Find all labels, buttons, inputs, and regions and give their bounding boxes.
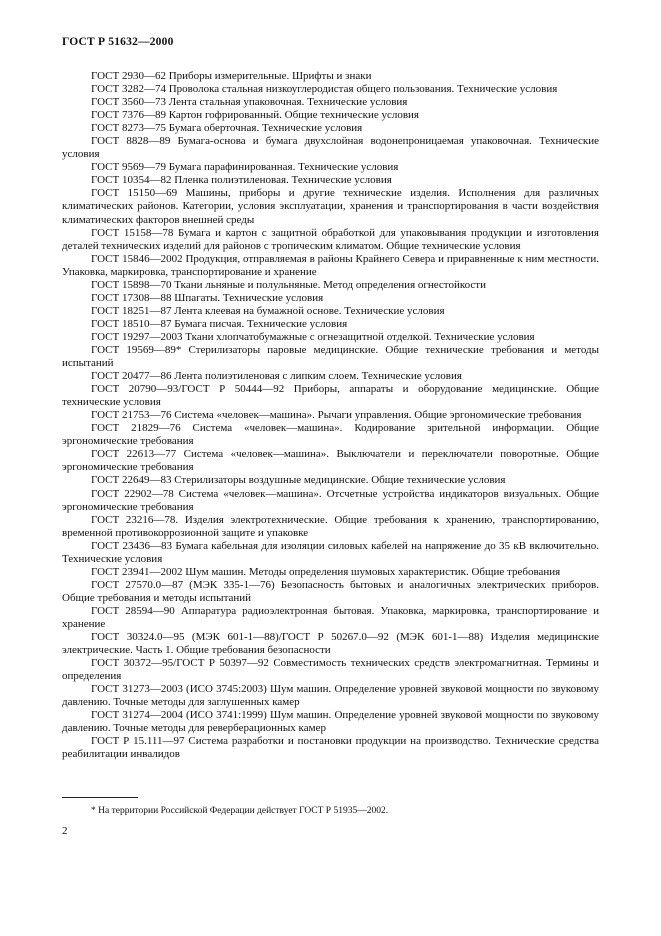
document-header: ГОСТ Р 51632—2000 — [62, 36, 174, 48]
reference-entry: ГОСТ 17308—88 Шпагаты. Технические условия — [91, 291, 324, 304]
reference-entry: ГОСТ 2930—62 Приборы измерительные. Шрифты и знаки — [91, 70, 372, 82]
reference-entry: ГОСТ 15898—70 Ткани льняные и полульняные. Метод определения огнестойкости — [91, 278, 486, 291]
reference-entry: ГОСТ 22613—77 Система «человек—машина». Выключатели и переключатели поворотные. Общие эргономические требования — [62, 448, 599, 474]
reference-entry: ГОСТ 30372—95/ГОСТ Р 50397—92 Совместимость технических средств электромагнитная. Термины и определения — [62, 657, 599, 683]
normative-references-list — [62, 70, 599, 761]
reference-entry: ГОСТ 10354—82 Пленка полиэтиленовая. Технические условия — [91, 174, 392, 187]
reference-entry: ГОСТ 15150—69 Машины, приборы и другие технические изделия. Исполнения для различных климатических районов. Категории, условия эксплуатации, хранения и транспортирования в части воздействия климатических факторов внешней среды — [62, 187, 599, 226]
reference-entry: ГОСТ Р 15.111—97 Система разработки и постановки продукции на производство. Технические средства реабилитации инвалидов — [62, 735, 599, 761]
reference-entry: ГОСТ 23216—78. Изделия электротехнические. Общие требования к хранению, транспортированию, временной противокоррозионной защите и упаковке — [62, 513, 599, 539]
reference-entry: ГОСТ 23436—83 Бумага кабельная для изоляции силовых кабелей на напряжение до 35 кВ включительно. Технические условия — [62, 539, 599, 565]
reference-entry: ГОСТ 27570.0—87 (МЭК 335-1—76) Безопасность бытовых и аналогичных электрических приборов. Общие требования и методы испытаний — [62, 578, 599, 604]
reference-entry: ГОСТ 18510—87 Бумага писчая. Технические условия — [91, 317, 348, 330]
reference-entry: ГОСТ 18251—87 Лента клеевая на бумажной основе. Технические условия — [91, 304, 445, 317]
reference-entry: ГОСТ 3560—73 Лента стальная упаковочная. Технические условия — [91, 96, 408, 109]
reference-entry: ГОСТ 30324.0—95 (МЭК 601-1—88)/ГОСТ Р 50267.0—92 (МЭК 601-1—88) Изделия медицинские электрические. Часть 1. Общие требования безопасности — [62, 631, 599, 657]
reference-entry: ГОСТ 8828—89 Бумага-основа и бумага двухслойная водонепроницаемая упаковочная. Технические условия — [62, 135, 599, 161]
reference-entry: ГОСТ 28594—90 Аппаратура радиоэлектронная бытовая. Упаковка, маркировка, транспортирование и хранение — [62, 604, 599, 630]
reference-entry: ГОСТ 3282—74 Проволока стальная низкоуглеродистая общего пользования. Технические условия — [91, 83, 558, 96]
footnote-divider — [62, 797, 138, 798]
reference-entry: ГОСТ 8273—75 Бумага оберточная. Технические условия — [91, 122, 363, 135]
reference-entry: ГОСТ 7376—89 Картон гофрированный. Общие технические условия — [91, 109, 419, 122]
reference-entry: ГОСТ 20477—86 Лента полиэтиленовая с липким слоем. Технические условия — [91, 370, 462, 383]
reference-entry: ГОСТ 22649—83 Стерилизаторы воздушные медицинские. Общие технические условия — [91, 474, 506, 487]
reference-entry: ГОСТ 20790—93/ГОСТ Р 50444—92 Приборы, аппараты и оборудование медицинские. Общие технические условия — [62, 383, 599, 409]
reference-entry: ГОСТ 21829—76 Система «человек—машина». Кодирование зрительной информации. Общие эргономические требования — [62, 422, 599, 448]
reference-entry: ГОСТ 19569—89* Стерилизаторы паровые медицинские. Общие технические требования и методы испытаний — [62, 343, 599, 370]
reference-entry: ГОСТ 9569—79 Бумага парафинированная. Технические условия — [91, 161, 399, 174]
reference-entry: ГОСТ 22902—78 Система «человек—машина». Отсчетные устройства индикаторов визуальных. Общие эргономические требования — [62, 487, 599, 513]
reference-entry: ГОСТ 23941—2002 Шум машин. Методы определения шумовых характеристик. Общие требования — [91, 565, 561, 578]
page-number: 2 — [62, 825, 68, 837]
reference-entry: ГОСТ 19297—2003 Ткани хлопчатобумажные с огнезащитной отделкой. Технические условия — [91, 330, 535, 343]
reference-entry: ГОСТ 31274—2004 (ИСО 3741:1999) Шум машин. Определение уровней звуковой мощности по звуковому давлению. Точные методы для реверберационных камер — [62, 709, 599, 735]
reference-entry: ГОСТ 15846—2002 Продукция, отправляемая в районы Крайнего Севера и приравненные к ним местности. Упаковка, маркировка, транспортирование и хранение — [62, 252, 599, 278]
footnote: * На территории Российской Федерации действует ГОСТ Р 51935—2002. — [91, 806, 389, 816]
reference-entry: ГОСТ 31273—2003 (ИСО 3745:2003) Шум машин. Определение уровней звуковой мощности по звуковому давлению. Точные методы для заглушенных камер — [62, 683, 599, 709]
reference-entry: ГОСТ 21753—76 Система «человек—машина». Рычаги управления. Общие эргономические требования — [91, 409, 582, 422]
reference-entry: ГОСТ 15158—78 Бумага и картон с защитной обработкой для упаковывания продукции и изготовления деталей технических изделий для районов с тропическим климатом. Общие технические условия — [62, 226, 599, 252]
